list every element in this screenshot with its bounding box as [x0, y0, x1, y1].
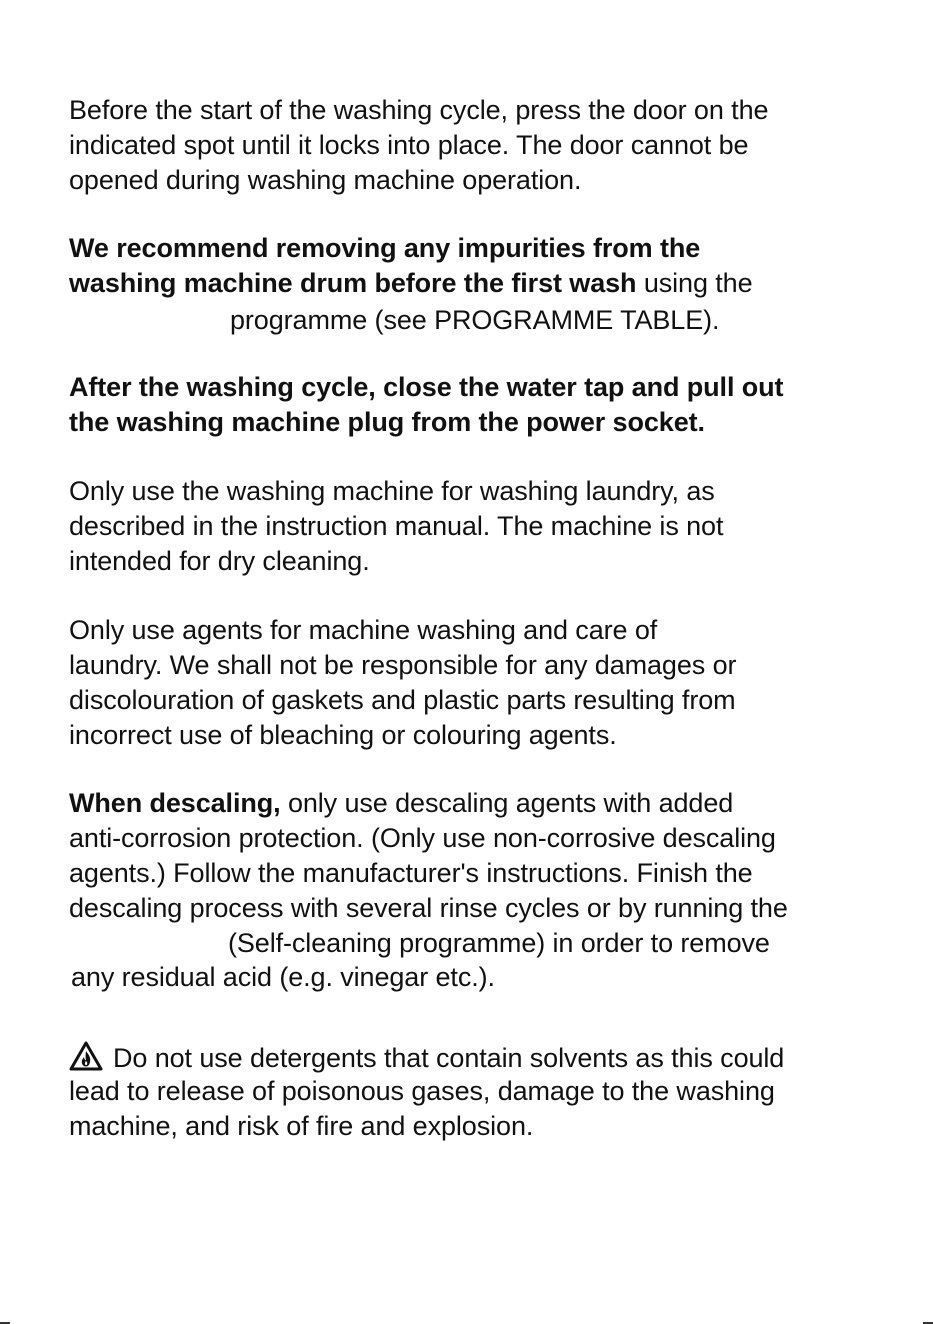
text-line: agents.) Follow the manufacturer's instructions. Finish the	[69, 858, 753, 888]
warning-line: Do not use detergents that contain solvents as this could	[69, 1041, 784, 1073]
text-line: Only use the washing machine for washing laundry, as	[69, 476, 715, 506]
text-line: opened during washing machine operation.	[69, 165, 582, 195]
text-line: machine, and risk of fire and explosion.	[69, 1111, 534, 1141]
text-line: lead to release of poisonous gases, damage to the washing	[69, 1076, 775, 1106]
text-line: intended for dry cleaning.	[69, 546, 370, 576]
text-line: programme (see PROGRAMME TABLE).	[230, 305, 720, 335]
text-line: any residual acid (e.g. vinegar etc.).	[71, 962, 495, 992]
text-line: After the washing cycle, close the water tap and pull out	[69, 372, 784, 402]
text-line: indicated spot until it locks into place. The door cannot be	[69, 130, 749, 160]
text-line: descaling process with several rinse cycles or by running the	[69, 893, 788, 923]
text-line: Before the start of the washing cycle, press the door on the	[69, 95, 769, 125]
text-line: anti-corrosion protection. (Only use non-corrosive descaling	[69, 823, 776, 853]
text-line: (Self-cleaning programme) in order to remove	[228, 928, 770, 958]
fire-warning-icon	[69, 1041, 103, 1071]
text-line: We recommend removing any impurities from the	[69, 233, 701, 263]
text-line: laundry. We shall not be responsible for any damages or	[69, 650, 737, 680]
text-line: incorrect use of bleaching or colouring agents.	[69, 720, 617, 750]
text-line: the washing machine plug from the power socket.	[69, 407, 705, 437]
text-line: Only use agents for machine washing and care of	[69, 615, 658, 645]
text-line: described in the instruction manual. The machine is not	[69, 511, 724, 541]
text-line: When descaling, only use descaling agents with added	[69, 788, 734, 818]
text-line: washing machine drum before the first wash using the	[69, 268, 753, 298]
text-line: discolouration of gaskets and plastic parts resulting from	[69, 685, 736, 715]
